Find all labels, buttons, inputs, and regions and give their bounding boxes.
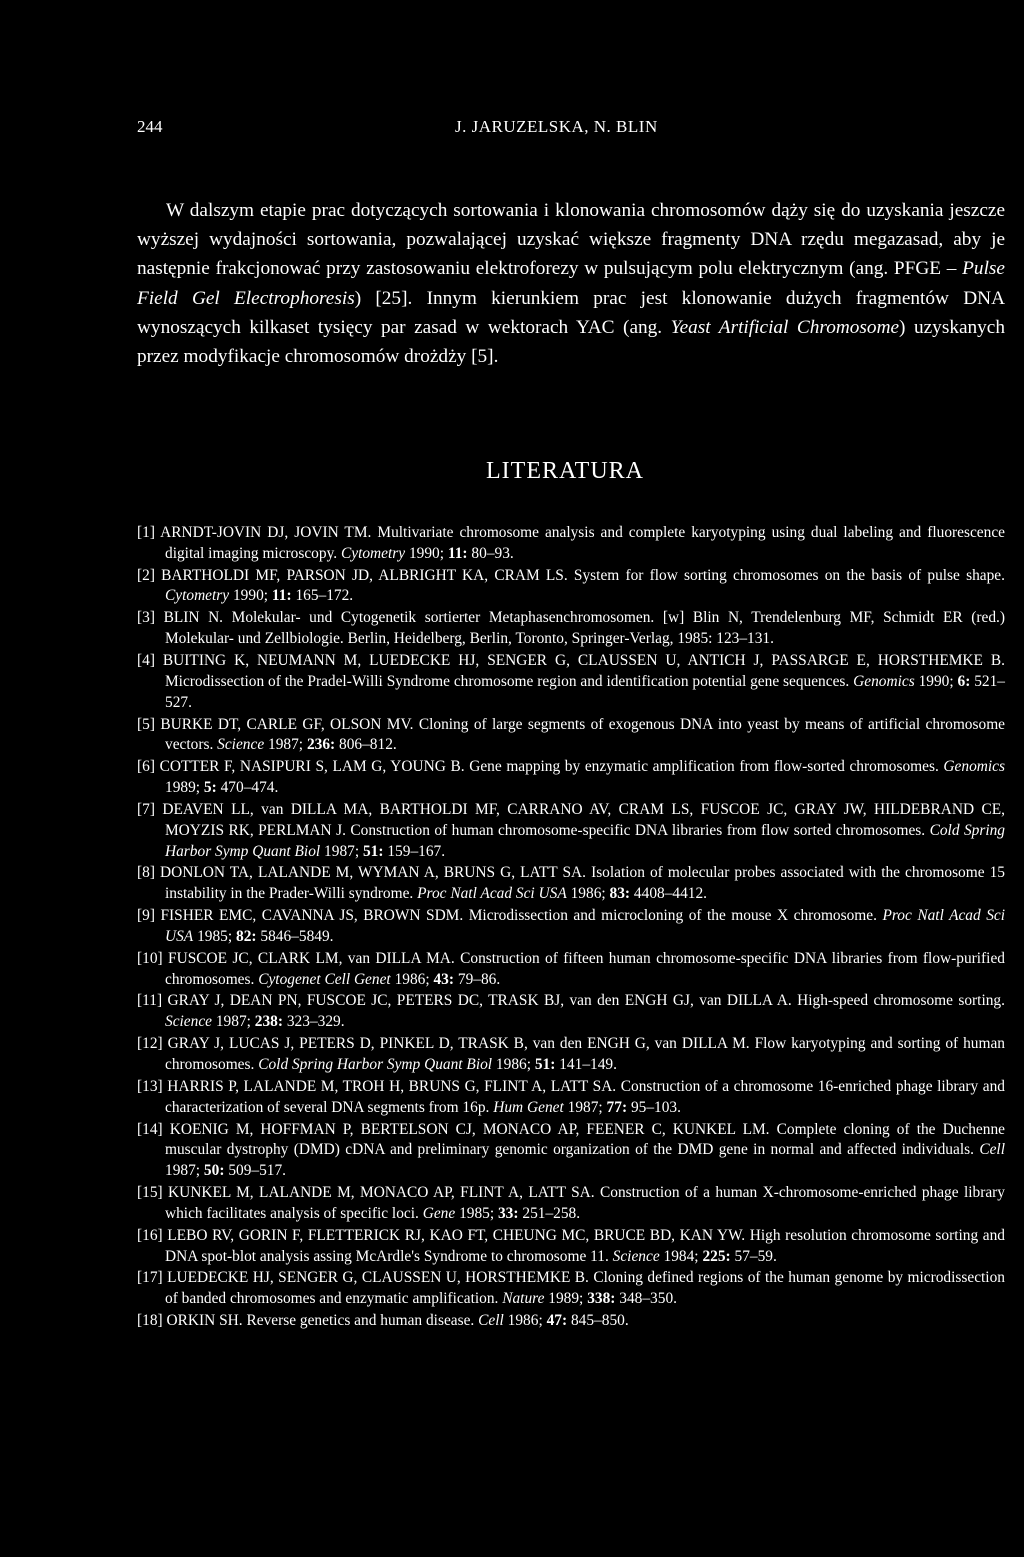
reference-pages: 845–850. — [570, 1312, 629, 1330]
reference-volume: 50: — [203, 1162, 225, 1180]
reference-volume: 43: — [433, 970, 455, 988]
reference-year: 1990; — [918, 672, 954, 690]
reference-pages: 5846–5849. — [260, 927, 334, 945]
reference-journal: Science — [612, 1247, 660, 1265]
reference-year: 1987; — [268, 736, 304, 754]
reference-journal: Genomics — [853, 672, 915, 690]
intro-paragraph — [137, 196, 1005, 371]
reference-number: [15] — [137, 1184, 163, 1202]
reference-number: [4] — [137, 652, 155, 670]
reference-number: [7] — [137, 800, 155, 818]
reference-item — [137, 906, 1005, 948]
reference-pages: 323–329. — [286, 1013, 345, 1031]
reference-authors: BURKE DT, CARLE GF, OLSON MV. — [160, 715, 414, 733]
reference-pages: 141–149. — [559, 1055, 617, 1073]
section-heading: LITERATURA — [486, 458, 644, 484]
reference-item — [137, 1311, 1005, 1332]
running-head: J. JARUZELSKA, N. BLIN — [455, 117, 658, 136]
reference-number: [14] — [137, 1120, 163, 1138]
reference-item — [137, 1034, 1005, 1076]
reference-list — [137, 523, 1005, 1333]
reference-title: Construction of fifteen human chromosome-specific DNA libraries from flow-purified chromosomes. — [165, 949, 1005, 988]
reference-number: [12] — [137, 1035, 163, 1053]
reference-item — [137, 800, 1005, 862]
reference-number: [2] — [137, 566, 155, 584]
reference-year: 1987; — [324, 842, 360, 860]
reference-authors: ORKIN SH. — [166, 1312, 243, 1330]
reference-title: System for flow sorting chromosomes on the basis of pulse shape. — [573, 566, 1005, 584]
reference-year: 1986; — [570, 885, 606, 903]
reference-volume: 47: — [546, 1312, 568, 1330]
reference-pages: 4408–4412. — [633, 885, 708, 903]
reference-authors: BLIN N. — [163, 609, 224, 627]
reference-year: 1984; — [663, 1247, 699, 1265]
page-number: 244 — [137, 117, 163, 136]
reference-title: High-speed chromosome sorting. — [797, 992, 1005, 1010]
reference-item — [137, 991, 1005, 1033]
reference-title: Microdissection of the Pradel-Willi Syndrome chromosome region and identification potential gene sequences. — [165, 672, 850, 690]
reference-authors: BUITING K, NEUMANN M, LUEDECKE HJ, SENGER G, CLAUSSEN U, ANTICH J, PASSARGE E, HORSTHEMKE B. — [162, 652, 1005, 670]
reference-item — [137, 1183, 1005, 1225]
reference-item — [137, 715, 1005, 757]
reference-number: [1] — [137, 524, 155, 541]
reference-year: 1986; — [495, 1055, 531, 1073]
reference-journal: Cytometry — [340, 544, 406, 562]
reference-item — [137, 523, 1005, 565]
reference-volume: 11: — [271, 587, 292, 605]
reference-pages: 470–474. — [220, 779, 279, 797]
reference-item — [137, 949, 1005, 991]
reference-pages: 159–167. — [387, 842, 446, 860]
reference-item — [137, 1077, 1005, 1119]
reference-year: 1986; — [394, 970, 430, 988]
reference-number: [16] — [137, 1226, 163, 1244]
reference-year: 1987; — [165, 1162, 201, 1180]
reference-item — [137, 1268, 1005, 1310]
reference-number: [13] — [137, 1077, 163, 1095]
reference-number: [8] — [137, 864, 155, 882]
reference-year: 1986; — [507, 1312, 543, 1330]
reference-volume: 77: — [606, 1098, 628, 1116]
reference-journal: Science — [217, 736, 265, 754]
reference-title: Flow karyotyping and sorting of human chromosomes. — [165, 1035, 1005, 1073]
reference-item — [137, 1120, 1005, 1182]
reference-journal: Gene — [422, 1204, 456, 1222]
reference-volume: 51: — [362, 842, 384, 860]
reference-volume: 11: — [447, 544, 468, 562]
reference-pages: 521–527. — [165, 672, 1005, 711]
reference-volume: 33: — [497, 1204, 519, 1222]
reference-authors: LUEDECKE HJ, SENGER G, CLAUSSEN U, HORSTHEMKE B. — [167, 1269, 589, 1287]
reference-journal: Cytometry — [165, 587, 230, 605]
reference-authors: KUNKEL M, LALANDE M, MONACO AP, FLINT A, LATT SA. — [168, 1184, 595, 1202]
reference-journal: Cold Spring Harbor Symp Quant Biol — [165, 821, 1006, 860]
reference-journal: Science — [165, 1013, 212, 1031]
reference-authors: KOENIG M, HOFFMAN P, BERTELSON CJ, MONACO AP, FEENER C, KUNKEL LM. — [169, 1120, 770, 1138]
reference-number: [17] — [137, 1269, 163, 1287]
reference-number: [11] — [137, 992, 163, 1010]
reference-journal: Nature — [502, 1290, 545, 1308]
reference-year: 1990; — [408, 544, 445, 562]
reference-year: 1989; — [548, 1290, 584, 1308]
reference-volume: 5: — [203, 779, 217, 797]
reference-volume: 225: — [702, 1247, 731, 1265]
reference-pages: 509–517. — [228, 1162, 287, 1180]
reference-journal: Proc Natl Acad Sci USA — [417, 885, 567, 903]
reference-pages: 79–86. — [457, 970, 501, 988]
reference-journal: Cell — [979, 1141, 1005, 1159]
reference-pages: 80–93. — [471, 544, 514, 562]
reference-title: Construction of human chromosome-specific DNA libraries from flow sorted chromosomes. — [350, 821, 926, 839]
reference-title: Cloning of large segments of exogenous DNA into yeast by means of artificial chromosome vectors. — [165, 715, 1005, 754]
reference-journal: Cytogenet Cell Genet — [258, 970, 391, 988]
reference-year: 1985; — [197, 927, 233, 945]
reference-title: High resolution chromosome sorting and DNA spot-blot analysis assing McArdle's Syndrome to chromosome 11. — [165, 1226, 1005, 1265]
reference-authors: LEBO RV, GORIN F, FLETTERICK RJ, KAO FT, CHEUNG MC, BRUCE BD, KAN YW. — [167, 1226, 746, 1244]
reference-item — [137, 566, 1005, 608]
reference-title: Gene mapping by enzymatic amplification from flow-sorted chromosomes. — [469, 758, 939, 776]
reference-volume: 6: — [957, 672, 971, 690]
reference-pages: 251–258. — [522, 1204, 581, 1222]
reference-title: Isolation of molecular probes associated with the chromosome 15 instability in the Prader-Willi syndrome. — [165, 864, 1005, 903]
reference-authors: COTTER F, NASIPURI S, LAM G, YOUNG B. — [159, 758, 465, 776]
reference-year: 1985; — [459, 1204, 495, 1222]
reference-pages: 95–103. — [630, 1098, 681, 1116]
intro-text-3: ) uzyskanych przez modyfikacje chromosomów drożdży [5]. — [137, 316, 1005, 368]
reference-pages: 348–350. — [619, 1290, 677, 1308]
reference-volume: 83: — [609, 885, 631, 903]
reference-number: [9] — [137, 907, 155, 925]
intro-text-2: ) [25]. Innym kierunkiem prac jest klonowanie dużych fragmentów DNA wynoszących kilkaset tysięcy par zasad w wektorach YAC (ang. — [137, 287, 1005, 338]
reference-journal: Proc Natl Acad Sci USA — [165, 907, 1005, 945]
reference-pages: 165–172. — [295, 587, 354, 605]
reference-authors: GRAY J, LUCAS J, PETERS D, PINKEL D, TRASK B, van den ENGH G, van DILLA M. — [167, 1035, 750, 1053]
reference-title: Multivariate chromosome analysis and complete karyotyping using dual labeling and fluorescence digital imaging microscopy. — [165, 524, 1005, 562]
intro-term-pfge: Pulse Field Gel Electrophoresis — [137, 258, 1005, 309]
page-header — [0, 117, 1024, 141]
reference-item — [137, 608, 1005, 650]
reference-journal: Hum Genet — [493, 1098, 564, 1116]
reference-year: 1989; — [165, 779, 201, 797]
reference-title: Complete cloning of the Duchenne muscular dystrophy (DMD) cDNA and preliminary genomic organization of the DMD gene in normal and affected individuals. — [165, 1120, 1005, 1159]
intro-text-1: W dalszym etapie prac dotyczących sortowania i klonowania chromosomów dąży się do uzyskania jeszcze wyższej wydajności sortowania, pozwalającej uzyskać większe fragmenty DNA rzędu megazasad, aby je następnie frakcjonować przy zastosowaniu elektroforezy w pulsującym polu elektrycznym (ang. PFGE – — [137, 200, 1005, 280]
reference-item — [137, 651, 1005, 713]
reference-title: Construction of a human X-chromosome-enriched phage library which facilitates analysis of specific loci. — [165, 1184, 1005, 1222]
reference-volume: 82: — [236, 927, 257, 945]
reference-authors: HARRIS P, LALANDE M, TROH H, BRUNS G, FLINT A, LATT SA. — [167, 1077, 617, 1095]
reference-number: [5] — [137, 715, 155, 733]
reference-volume: 51: — [534, 1055, 556, 1073]
reference-year: 1987; — [567, 1098, 603, 1116]
reference-authors: FISHER EMC, CAVANNA JS, BROWN SDM. — [160, 907, 464, 925]
reference-authors: DONLON TA, LALANDE M, WYMAN A, BRUNS G, LATT SA. — [160, 864, 586, 882]
reference-number: [3] — [137, 609, 155, 627]
reference-title: Cloning defined regions of the human genome by microdissection of banded chromosomes and enzymatic amplification. — [165, 1269, 1005, 1308]
intro-term-yac: Yeast Artificial Chromosome — [670, 316, 900, 338]
reference-journal: Cell — [478, 1312, 504, 1330]
reference-number: [6] — [137, 758, 155, 776]
reference-pages: 806–812. — [339, 736, 397, 754]
reference-item — [137, 863, 1005, 905]
reference-title: Molekular- und Cytogenetik sortierter Metaphasenchromosomen. [w] Blin N, Trendelenburg MF, Schmidt ER (red.) Molekular- und Zellbiologie. Berlin, Heidelberg, Berlin, Toronto, Springer-Verlag, 1985: 123–131. — [165, 609, 1005, 648]
reference-journal: Genomics — [943, 758, 1005, 776]
reference-item — [137, 1226, 1005, 1268]
reference-year: 1990; — [232, 587, 269, 605]
reference-authors: BARTHOLDI MF, PARSON JD, ALBRIGHT KA, CRAM LS. — [161, 566, 568, 584]
reference-pages: 57–59. — [734, 1247, 777, 1265]
reference-authors: ARNDT-JOVIN DJ, JOVIN TM. — [160, 524, 372, 541]
reference-authors: GRAY J, DEAN PN, FUSCOE JC, PETERS DC, TRASK BJ, van den ENGH GJ, van DILLA A. — [167, 992, 792, 1010]
reference-year: 1987; — [215, 1013, 251, 1031]
reference-authors: FUSCOE JC, CLARK LM, van DILLA MA. — [168, 949, 455, 967]
reference-volume: 236: — [306, 736, 336, 754]
reference-item — [137, 757, 1005, 799]
reference-title: Microdissection and microcloning of the mouse X chromosome. — [468, 907, 877, 925]
reference-volume: 238: — [254, 1013, 283, 1031]
reference-title: Reverse genetics and human disease. — [246, 1312, 475, 1330]
reference-authors: DEAVEN LL, van DILLA MA, BARTHOLDI MF, CARRANO AV, CRAM LS, FUSCOE JC, GRAY JW, HILDEBRAND CE, MOYZIS RK, PERLMAN J. — [162, 800, 1005, 839]
reference-volume: 338: — [587, 1290, 616, 1308]
reference-journal: Cold Spring Harbor Symp Quant Biol — [258, 1055, 493, 1073]
reference-title: Construction of a chromosome 16-enriched phage library and characterization of several DNA segments from 16p. — [165, 1077, 1005, 1116]
reference-number: [10] — [137, 949, 163, 967]
reference-number: [18] — [137, 1312, 163, 1330]
